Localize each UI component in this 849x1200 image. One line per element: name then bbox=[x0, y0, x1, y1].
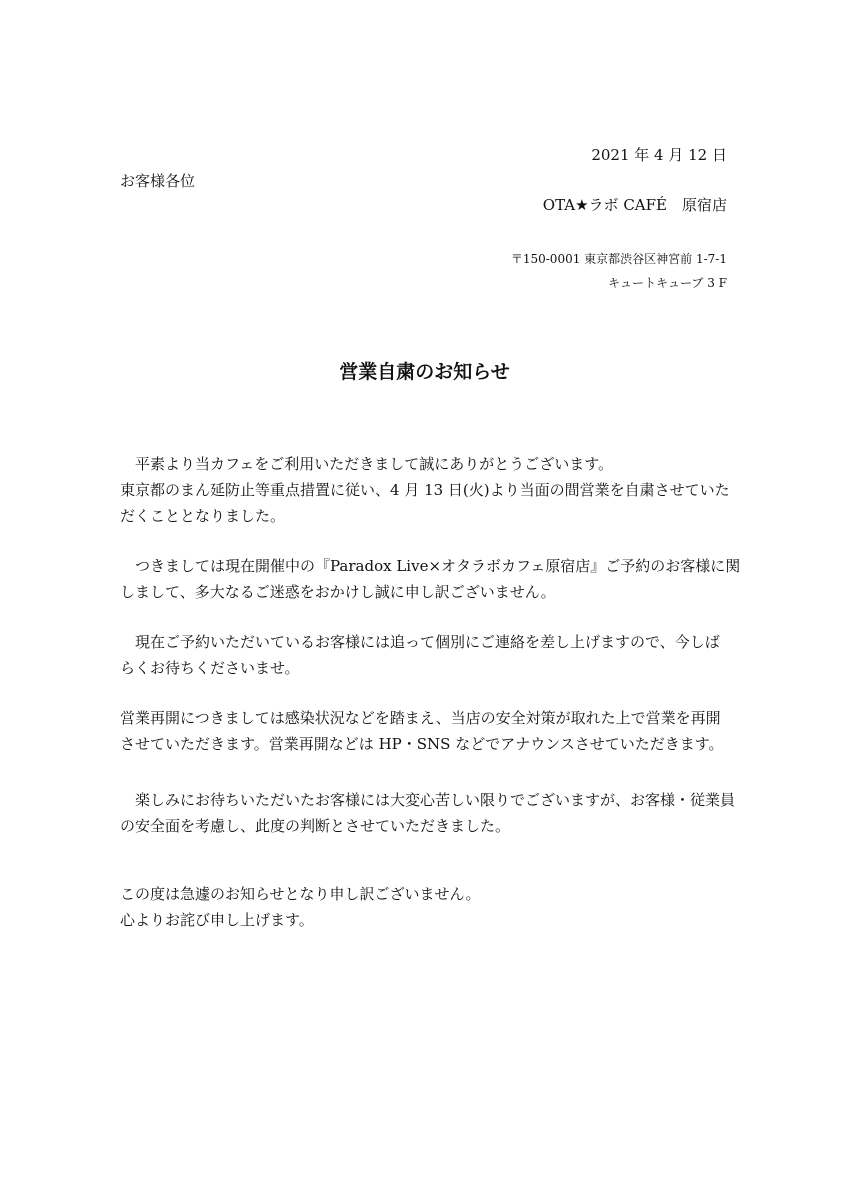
body-line-p1-2: 東京都のまん延防止等重点措置に従い、4 月 13 日(火)より当面の間営業を自粛させていた bbox=[120, 481, 730, 499]
body-line-p4-2: させていただきます。営業再開などは HP・SNS などでアナウンスさせていただきます。 bbox=[120, 735, 724, 753]
store-address: 〒150-0001 東京都渋谷区神宮前 1-7-1 bbox=[510, 252, 727, 266]
store-building: キュートキューブ 3 F bbox=[608, 276, 727, 290]
body-line-p1-1: 平素より当カフェをご利用いただきまして誠にありがとうございます。 bbox=[120, 455, 614, 473]
body-line-p4-1: 営業再開につきましては感染状況などを踏まえ、当店の安全対策が取れた上で営業を再開 bbox=[120, 709, 721, 727]
body-line-p2-2: しまして、多大なるご迷惑をおかけし誠に申し訳ございません。 bbox=[120, 583, 556, 601]
store-name: OTA★ラボ CAFÉ 原宿店 bbox=[542, 196, 727, 214]
closing-line-1: この度は急遽のお知らせとなり申し訳ございません。 bbox=[120, 885, 481, 903]
body-line-p5-2: の安全面を考慮し、此度の判断とさせていただきました。 bbox=[120, 817, 511, 835]
body-line-p3-2: らくお待ちくださいませ。 bbox=[120, 659, 300, 677]
body-line-p2-1: つきましては現在開催中の『Paradox Live×オタラボカフェ原宿店』ご予約のお客様に関 bbox=[120, 557, 741, 575]
body-line-p5-1: 楽しみにお待ちいただいたお客様には大変心苦しい限りでございますが、お客様・従業員 bbox=[120, 791, 736, 809]
body-line-p1-3: だくこととなりました。 bbox=[120, 507, 286, 525]
document-date: 2021 年 4 月 12 日 bbox=[591, 146, 727, 164]
recipient-salutation: お客様各位 bbox=[120, 172, 196, 190]
notice-title: 営業自粛のお知らせ bbox=[339, 361, 510, 383]
closing-line-2: 心よりお詫び申し上げます。 bbox=[120, 911, 314, 929]
body-line-p3-1: 現在ご予約いただいているお客様には追って個別にご連絡を差し上げますので、今しば bbox=[120, 633, 720, 651]
